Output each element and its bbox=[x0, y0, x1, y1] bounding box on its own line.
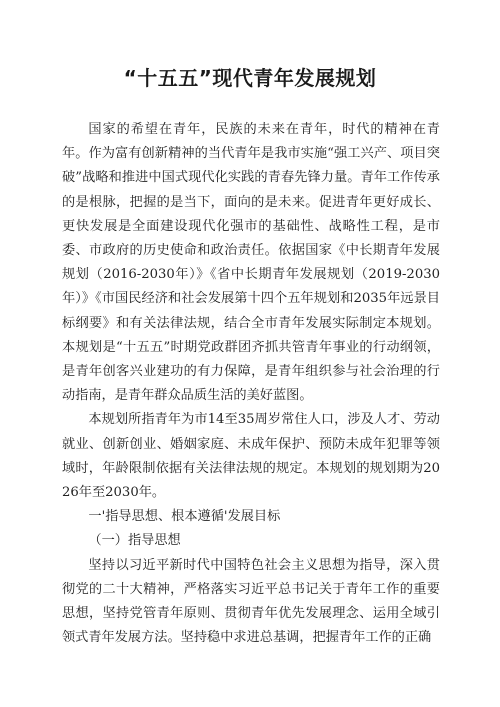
subsection-heading-1: （一）指导思想 bbox=[88, 533, 181, 549]
paragraph-scope: 本规划所指青年为市14至35周岁常住人口，涉及人才、劳动就业、创新创业、婚姻家庭、未成年保护、预防未成年犯罪等领域时，年龄限制依据有关法律法规的规定。本规划的规划期为2026年至2030年。 bbox=[62, 412, 440, 501]
paragraph-intro: 国家的希望在青年，民族的未来在青年，时代的精神在青年。作为富有创新精神的当代青年是我市实施“强工兴产、项目突破”战略和推进中国式现代化实践的青春先锋力量。青年工作传承的是根脉，把握的是当下，面向的是未来。促进青年更好成长、更快发展是全面建设现代化强市的基础性、战略性工程，是市委、市政府的历史使命和政治责任。依据国家《中长期青年发展规划（2016-2030年）》《省中长期青年发展规划（2019-2030年）》《市国民经济和社会发展第十四个五年规划和2035年远景目标纲要》和有关法律法规，结合全市青年发展实际制定本规划。本规划是“十五五”时期党政群团齐抓共管青年事业的行动纲领，是青年创客兴业建功的有力保障，是青年组织参与社会治理的行动指南，是青年群众品质生活的美好蓝图。 bbox=[62, 122, 440, 404]
section-heading-1: 一'指导思想、根本遵循'发展目标 bbox=[88, 509, 281, 525]
paragraph-guiding-ideology: 坚持以习近平新时代中国特色社会主义思想为指导，深入贯彻党的二十大精神，严格落实习近平总书记关于青年工作的重要思想，坚持党管青年原则、贯彻青年优先发展理念、运用全域引领式青年发展方法。坚持稳中求进总基调，把握青年工作的正确 bbox=[62, 557, 440, 646]
document-body bbox=[62, 118, 440, 650]
document-title: “十五五”现代青年发展规划 bbox=[123, 66, 377, 90]
